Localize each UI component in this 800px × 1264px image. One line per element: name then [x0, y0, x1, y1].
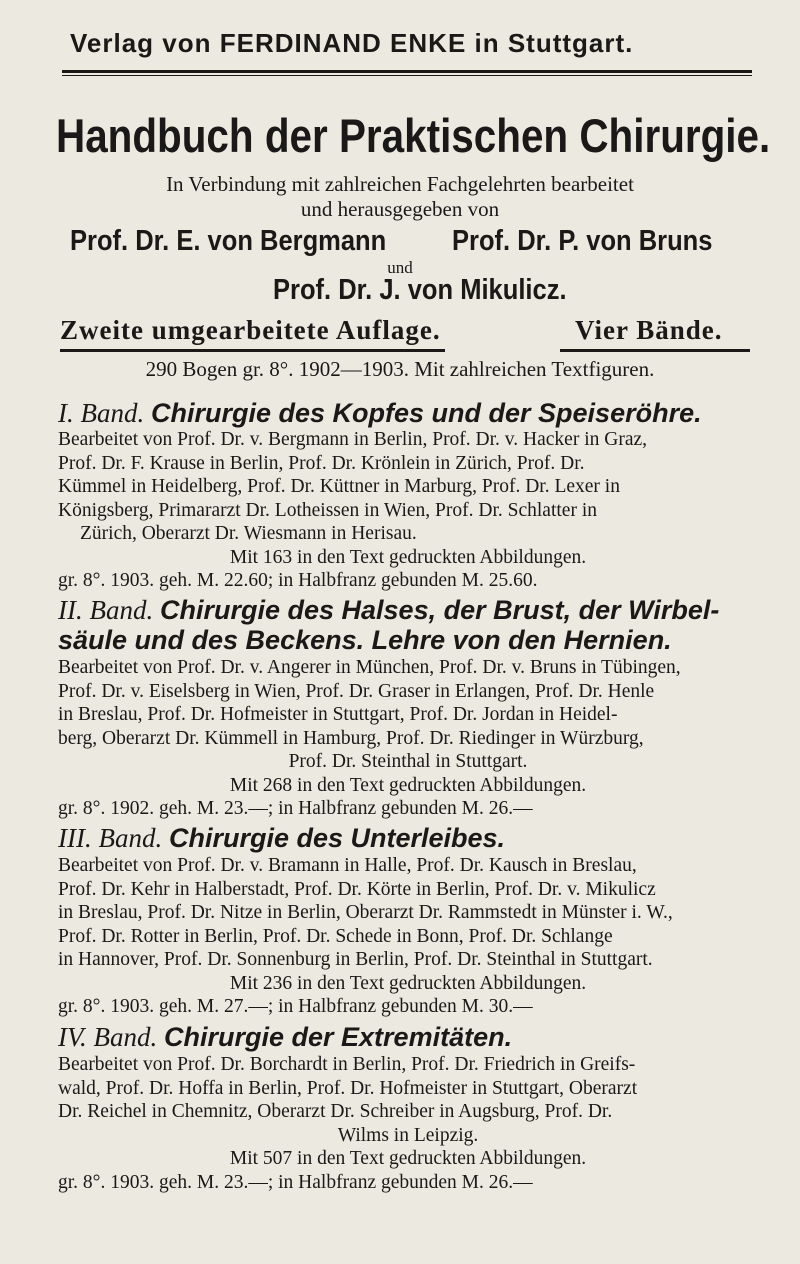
band-2-line: Prof. Dr. Steinthal in Stuttgart. — [288, 751, 528, 772]
band-3-line: in Breslau, Prof. Dr. Nitze in Berlin, Oberarzt Dr. Rammstedt in Münster i. W., — [58, 902, 673, 923]
publisher-line: Verlag von FERDINAND ENKE in Stuttgart. — [70, 28, 634, 58]
band-2-abbildungen: Mit 268 in den Text gedruckten Abbildungen. — [229, 774, 587, 796]
band-3-title: Chirurgie des Unterleibes. — [168, 823, 506, 853]
band-2-title-line-1: Chirurgie des Halses, der Brust, der Wirbel- — [159, 595, 720, 625]
band-1-number: I. Band. — [58, 398, 145, 428]
top-rule — [62, 70, 752, 73]
band-4-abbildungen: Mit 507 in den Text gedruckten Abbildungen. — [229, 1148, 587, 1169]
band-1-line: Kümmel in Heidelberg, Prof. Dr. Küttner in Marburg, Prof. Dr. Lexer in — [58, 476, 620, 497]
band-4-line: Wilms in Leipzig. — [337, 1124, 479, 1146]
band-4-body — [58, 1053, 758, 1194]
book-title: Handbuch der Praktischen Chirurgie. — [56, 109, 771, 162]
band-2-heading-cont — [58, 625, 778, 656]
subtitle-line-1: In Verbindung mit zahlreichen Fachgelehrten bearbeitet — [166, 172, 634, 196]
editor-mikulicz: Prof. Dr. J. von Mikulicz. — [273, 274, 567, 306]
band-4-line: wald, Prof. Dr. Hoffa in Berlin, Prof. Dr. Hofmeister in Stuttgart, Oberarzt — [58, 1077, 638, 1099]
edition-underline — [60, 349, 445, 352]
band-2-line: Prof. Dr. v. Eiselsberg in Wien, Prof. Dr. Graser in Erlangen, Prof. Dr. Henle — [58, 680, 655, 702]
band-1-line: Zürich, Oberarzt Dr. Wiesmann in Herisau. — [80, 523, 417, 544]
band-4-title: Chirurgie der Extremitäten. — [164, 1022, 513, 1052]
band-1-line: Prof. Dr. F. Krause in Berlin, Prof. Dr. Krönlein in Zürich, Prof. Dr. — [58, 452, 585, 474]
band-3-price: gr. 8°. 1903. geh. M. 27.—; in Halbfranz gebunden M. 30.— — [58, 996, 533, 1017]
band-3-abbildungen: Mit 236 in den Text gedruckten Abbildungen. — [229, 972, 587, 994]
band-3-heading — [58, 823, 778, 854]
band-1-price: gr. 8°. 1903. geh. M. 22.60; in Halbfranz gebunden M. 25.60. — [58, 570, 538, 591]
top-rule-thin — [62, 75, 752, 76]
publication-meta: 290 Bogen gr. 8°. 1902—1903. Mit zahlreichen Textfiguren. — [145, 357, 655, 381]
band-2-body — [58, 656, 758, 821]
band-4-line: Dr. Reichel in Chemnitz, Oberarzt Dr. Schreiber in Augsburg, Prof. Dr. — [58, 1101, 613, 1122]
editor-bergmann: Prof. Dr. E. von Bergmann — [70, 225, 387, 257]
edition-note: Zweite umgearbeitete Auflage. — [60, 315, 441, 345]
subtitle-line-2: und herausgegeben von — [300, 197, 500, 221]
band-1-title: Chirurgie des Kopfes und der Speiseröhre. — [150, 398, 702, 428]
band-3-body — [58, 854, 758, 1019]
volume-underline — [560, 349, 750, 352]
band-1-body — [58, 428, 758, 593]
band-2-line: berg, Oberarzt Dr. Kümmell in Hamburg, Prof. Dr. Riedinger in Würzburg, — [58, 727, 644, 749]
band-3-line: in Hannover, Prof. Dr. Sonnenburg in Berlin, Prof. Dr. Steinthal in Stuttgart. — [58, 949, 653, 970]
band-2-line: Bearbeitet von Prof. Dr. v. Angerer in München, Prof. Dr. v. Bruns in Tübingen, — [58, 657, 681, 678]
editor-bruns: Prof. Dr. P. von Bruns — [452, 225, 713, 257]
band-2-line: in Breslau, Prof. Dr. Hofmeister in Stuttgart, Prof. Dr. Jordan in Heidel- — [58, 704, 618, 725]
band-4-number: IV. Band. — [58, 1022, 158, 1052]
band-4-heading — [58, 1022, 778, 1053]
band-2-heading — [58, 595, 778, 626]
und-connector: und — [387, 258, 413, 277]
band-3-number: III. Band. — [58, 823, 163, 853]
band-1-abbildungen: Mit 163 in den Text gedruckten Abbildungen. — [229, 546, 587, 568]
band-2-number: II. Band. — [58, 595, 154, 625]
band-1-line: Königsberg, Primararzt Dr. Lotheissen in Wien, Prof. Dr. Schlatter in — [58, 499, 597, 521]
band-3-line: Bearbeitet von Prof. Dr. v. Bramann in Halle, Prof. Dr. Kausch in Breslau, — [58, 855, 637, 876]
volume-count: Vier Bände. — [575, 315, 723, 345]
band-3-line: Prof. Dr. Kehr in Halberstadt, Prof. Dr. Körte in Berlin, Prof. Dr. v. Mikulicz — [58, 878, 656, 900]
band-3-line: Prof. Dr. Rotter in Berlin, Prof. Dr. Schede in Bonn, Prof. Dr. Schlange — [58, 925, 613, 947]
band-1-line: Bearbeitet von Prof. Dr. v. Bergmann in Berlin, Prof. Dr. v. Hacker in Graz, — [58, 429, 648, 450]
band-1-heading — [58, 398, 778, 429]
band-2-title-line-2: säule und des Beckens. Lehre von den Hernien. — [58, 625, 672, 655]
band-2-price: gr. 8°. 1902. geh. M. 23.—; in Halbfranz gebunden M. 26.— — [58, 798, 533, 819]
band-4-price: gr. 8°. 1903. geh. M. 23.—; in Halbfranz gebunden M. 26.— — [58, 1171, 533, 1193]
band-4-line: Bearbeitet von Prof. Dr. Borchardt in Berlin, Prof. Dr. Friedrich in Greifs- — [58, 1054, 636, 1075]
